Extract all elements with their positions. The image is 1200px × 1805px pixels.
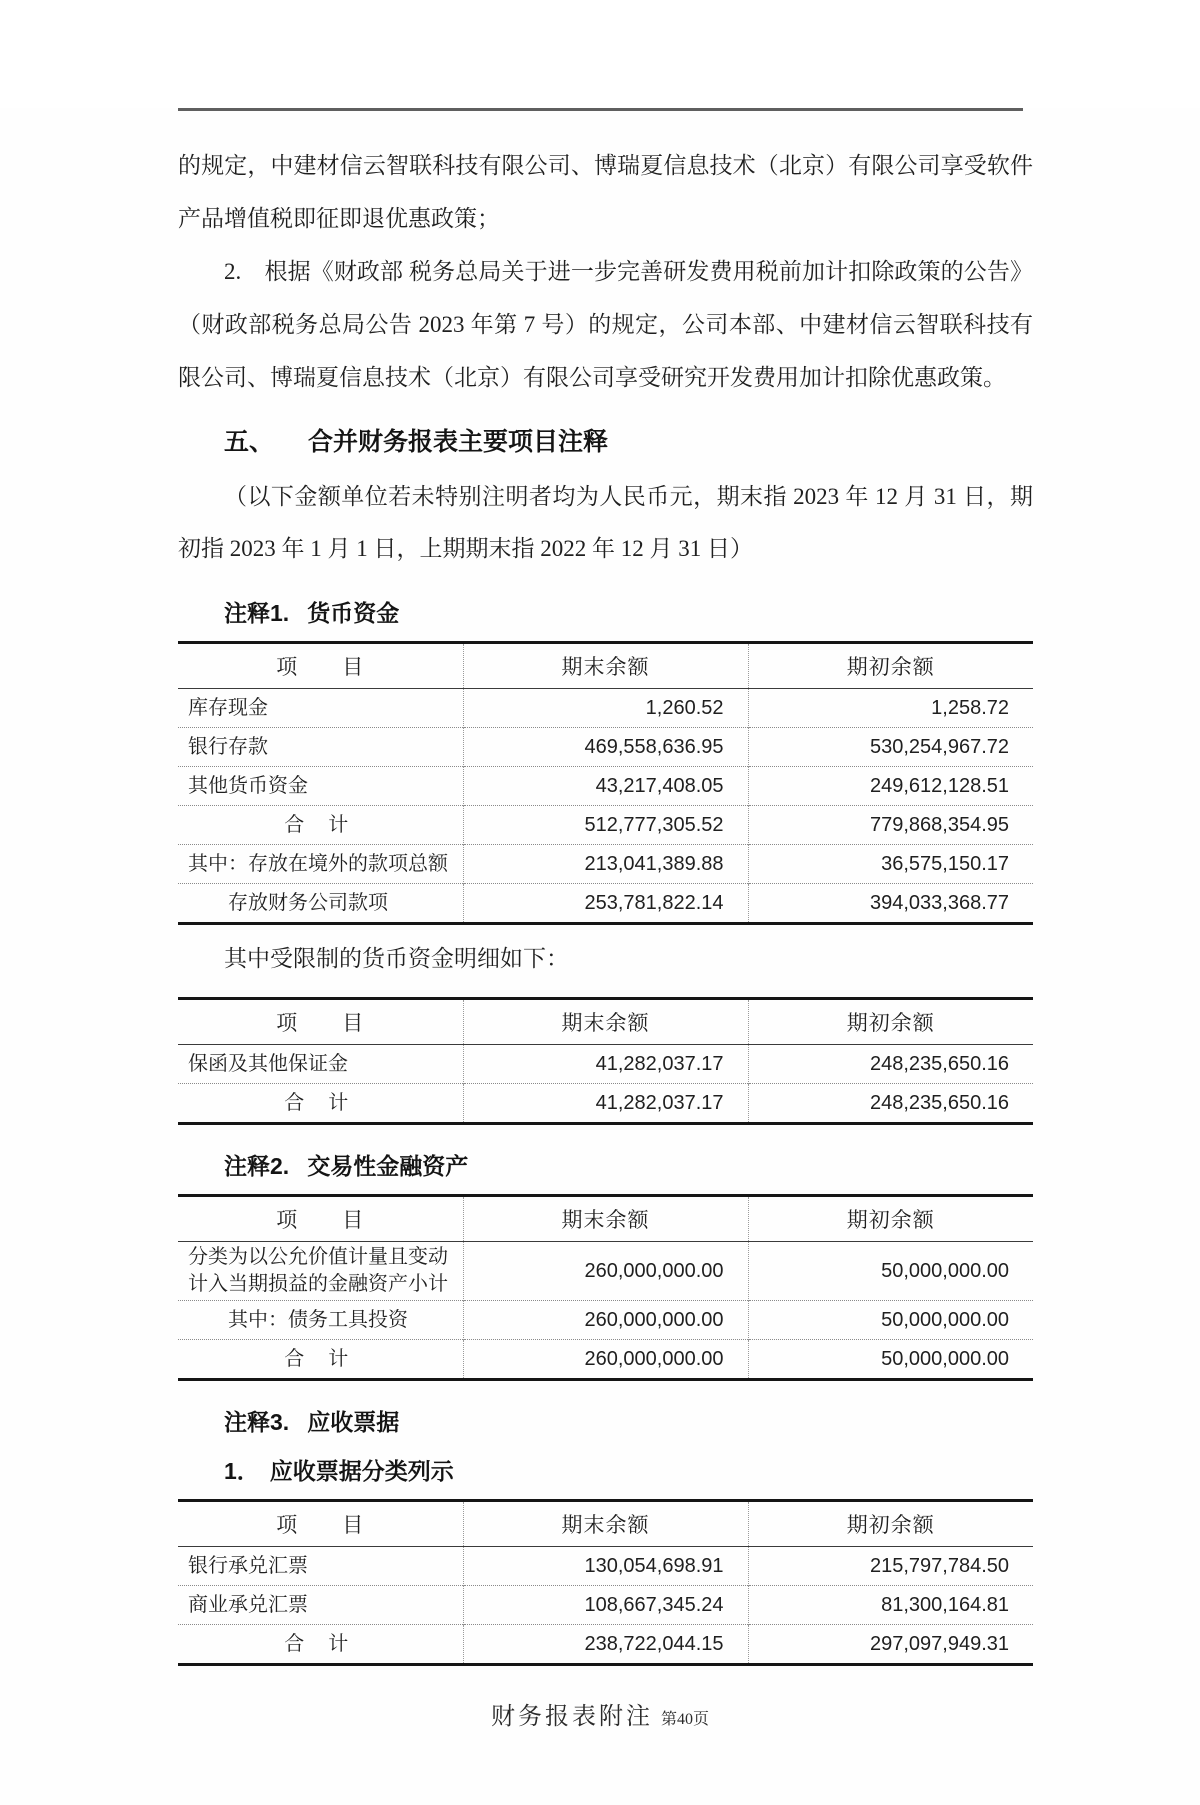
column-header-opening: 期初余额 <box>748 999 1033 1045</box>
footer-title: 财务报表附注 <box>490 1704 653 1730</box>
opening-value: 779,868,354.95 <box>748 806 1033 845</box>
table-row <box>178 728 1033 767</box>
opening-value: 50,000,000.00 <box>881 1259 1009 1282</box>
section-heading <box>178 426 1033 459</box>
opening-value: 81,300,164.81 <box>748 1586 1033 1625</box>
table-row <box>178 1547 1033 1586</box>
cash-table <box>178 641 1033 925</box>
paragraph-continuation: 的规定，中建材信云智联科技有限公司、博瑞夏信息技术（北京）有限公司享受软件产品增值税即征即退优惠政策； <box>178 153 1033 231</box>
closing-value: 213,041,389.88 <box>463 845 748 884</box>
opening-value: 394,033,368.77 <box>748 884 1033 924</box>
restricted-funds-intro: 其中受限制的货币资金明细如下： <box>224 946 569 971</box>
row-label: 商业承兑汇票 <box>178 1586 463 1625</box>
row-label: 库存现金 <box>178 689 463 728</box>
table-row <box>178 1586 1033 1625</box>
table-header-row <box>178 1196 1033 1242</box>
table-row <box>178 1242 1033 1301</box>
table-row <box>178 845 1033 884</box>
note1-heading <box>178 598 1033 629</box>
row-label: 合 计 <box>178 1084 463 1124</box>
column-header-item: 项 目 <box>178 999 463 1045</box>
footer-page-number: 第40页 <box>660 1711 709 1728</box>
row-label: 存放财务公司款项 <box>178 884 463 924</box>
table-row <box>178 767 1033 806</box>
closing-value: 260,000,000.00 <box>463 1301 748 1340</box>
column-header-item: 项 目 <box>178 643 463 689</box>
opening-value: 50,000,000.00 <box>748 1340 1033 1380</box>
table-row <box>178 1301 1033 1340</box>
table-row <box>178 689 1033 728</box>
table-header-row <box>178 1501 1033 1547</box>
closing-value: 260,000,000.00 <box>463 1340 748 1380</box>
column-header-opening: 期初余额 <box>748 1501 1033 1547</box>
opening-value: 36,575,150.17 <box>748 845 1033 884</box>
column-header-closing: 期末余额 <box>463 643 748 689</box>
note2-title: 交易性金融资产 <box>307 1153 469 1179</box>
row-label: 其中：债务工具投资 <box>178 1301 463 1340</box>
opening-value: 297,097,949.31 <box>748 1625 1033 1665</box>
row-label: 保函及其他保证金 <box>178 1045 463 1084</box>
opening-value: 248,235,650.16 <box>748 1084 1033 1124</box>
column-header-opening: 期初余额 <box>748 1196 1033 1242</box>
closing-value: 43,217,408.05 <box>463 767 748 806</box>
column-header-closing: 期末余额 <box>463 999 748 1045</box>
notes-receivable-table <box>178 1499 1033 1666</box>
section-note: （以下金额单位若未特别注明者均为人民币元，期末指 2023 年 12 月 31 日，期初指 2023 年 1 月 1 日，上期期末指 2022 年 12 月 31 日） <box>178 484 1033 561</box>
column-header-item: 项 目 <box>178 1196 463 1242</box>
closing-value: 260,000,000.00 <box>463 1242 748 1301</box>
opening-value: 249,612,128.51 <box>748 767 1033 806</box>
section-number: 五、 <box>224 428 275 456</box>
table-header-row <box>178 643 1033 689</box>
note2-heading <box>178 1151 1033 1182</box>
table-row <box>178 884 1033 924</box>
opening-value: 248,235,650.16 <box>869 1052 1009 1075</box>
table-row-total <box>178 1625 1033 1665</box>
section-title: 合并财务报表主要项目注释 <box>308 428 609 456</box>
row-label: 银行存款 <box>178 728 463 767</box>
note3-number: 注释3. <box>224 1409 290 1435</box>
header-rule <box>178 108 1023 111</box>
column-header-closing: 期末余额 <box>463 1501 748 1547</box>
note1-title: 货币资金 <box>307 600 400 626</box>
row-label: 其他货币资金 <box>178 767 463 806</box>
closing-value: 130,054,698.91 <box>463 1547 748 1586</box>
row-label: 合 计 <box>178 1625 463 1665</box>
row-label: 分类为以公允价值计量且变动计入当期损益的金融资产小计 <box>178 1242 463 1301</box>
paragraph-2: 2. 根据《财政部 税务总局关于进一步完善研发费用税前加计扣除政策的公告》（财政部税务总局公告 2023 年第 7 号）的规定，公司本部、中建材信云智联科技有限公司、博瑞夏信息技术（北京）有限公司享受研究开发费用加计扣除优惠政策。 <box>178 259 1033 390</box>
note3-sub-title: 应收票据分类列示 <box>269 1458 454 1484</box>
closing-value: 253,781,822.14 <box>463 884 748 924</box>
note1-number: 注释1. <box>224 600 290 626</box>
row-label: 合 计 <box>178 1340 463 1380</box>
column-header-item: 项 目 <box>178 1501 463 1547</box>
table-row-total <box>178 1340 1033 1380</box>
closing-value: 41,282,037.17 <box>463 1045 748 1084</box>
closing-value: 1,260.52 <box>463 689 748 728</box>
table-row <box>178 1045 1033 1084</box>
opening-value: 530,254,967.72 <box>748 728 1033 767</box>
table-row-total <box>178 806 1033 845</box>
closing-value: 238,722,044.15 <box>463 1625 748 1665</box>
note3-heading <box>178 1407 1033 1438</box>
note3-sub-number: 1． <box>224 1458 260 1484</box>
page-footer <box>0 1696 1200 1731</box>
note3-subheading <box>178 1456 1033 1487</box>
note3-title: 应收票据 <box>307 1409 400 1435</box>
trading-assets-table <box>178 1194 1033 1381</box>
closing-value: 108,667,345.24 <box>463 1586 748 1625</box>
table-header-row <box>178 999 1033 1045</box>
opening-value: 215,797,784.50 <box>869 1554 1009 1577</box>
text-block <box>178 139 1033 629</box>
row-label: 合 计 <box>178 806 463 845</box>
column-header-closing: 期末余额 <box>463 1196 748 1242</box>
restricted-funds-table <box>178 997 1033 1125</box>
column-header-opening: 期初余额 <box>748 643 1033 689</box>
opening-value: 50,000,000.00 <box>748 1301 1033 1340</box>
closing-value: 469,558,636.95 <box>463 728 748 767</box>
document-page <box>0 108 1200 1805</box>
row-label: 其中：存放在境外的款项总额 <box>178 845 463 884</box>
row-label: 银行承兑汇票 <box>178 1547 463 1586</box>
table-row-total <box>178 1084 1033 1124</box>
opening-value: 1,258.72 <box>931 696 1009 719</box>
closing-value: 512,777,305.52 <box>463 806 748 845</box>
note2-number: 注释2. <box>224 1153 290 1179</box>
closing-value: 41,282,037.17 <box>463 1084 748 1124</box>
